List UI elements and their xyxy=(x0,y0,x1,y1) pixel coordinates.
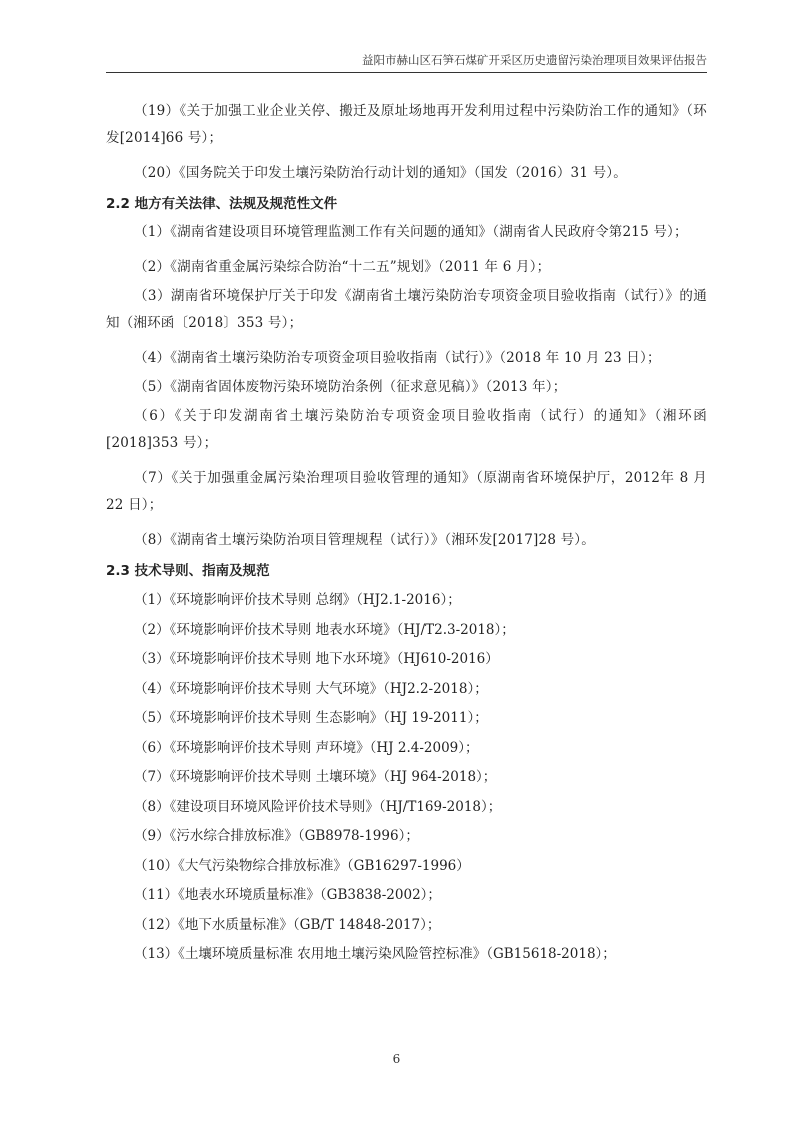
header-divider xyxy=(106,72,707,73)
reference-item: （10）《大气污染物综合排放标准》（GB16297-1996） xyxy=(134,857,470,874)
reference-item: （5）《环境影响评价技术导则 生态影响》（HJ 19-2011）； xyxy=(134,710,488,726)
reference-item: （2）《环境影响评价技术导则 地表水环境》（HJ/T2.3-2018）； xyxy=(134,621,515,638)
reference-item: （19）《关于加强工业企业关停、搬迁及原址场地再开发利用过程中污染防治工作的通知》（环发[2014]66 号）； xyxy=(106,103,707,146)
reference-item: （11）《地表水环境质量标准》（GB3838-2002）； xyxy=(134,887,441,903)
page-number: 6 xyxy=(392,1052,401,1066)
page-header: 益阳市赫山区石笋石煤矿开采区历史遗留污染治理项目效果评估报告 xyxy=(362,53,707,67)
reference-item: （8）《湖南省土壤污染防治项目管理规程（试行）》（湘环发[2017]28 号）。 xyxy=(134,532,595,548)
section-heading-technical-guidelines: 2.3 技术导则、指南及规范 xyxy=(106,563,270,579)
reference-item: （1）《环境影响评价技术导则 总纲》（HJ2.1-2016）； xyxy=(134,592,461,608)
reference-item: （5）《湖南省固体废物污染环境防治条例（征求意见稿）》（2013 年）； xyxy=(134,379,567,395)
reference-item: （4）《湖南省土壤污染防治专项资金项目验收指南（试行）》（2018 年 10 月 23 日）； xyxy=(134,350,661,366)
reference-item: （12）《地下水质量标准》（GB/T 14848-2017）； xyxy=(134,916,441,933)
document-body xyxy=(106,98,707,970)
reference-item: （9）《污水综合排放标准》（GB8978-1996）； xyxy=(134,828,419,844)
reference-item: （6）《关于印发湖南省土壤污染防治专项资金项目验收指南（试行）的通知》（湘环函[2018]353 号）； xyxy=(106,408,707,451)
reference-item: （7）《关于加强重金属污染治理项目验收管理的通知》（原湖南省环境保护厅，2012年 8 月 22 日）； xyxy=(106,470,707,513)
reference-item: （20）《国务院关于印发土壤污染防治行动计划的通知》（国发（2016）31 号）。 xyxy=(134,165,627,181)
reference-item: （13）《土壤环境质量标准 农用地土壤污染风险管控标准》（GB15618-2018）； xyxy=(134,946,616,962)
reference-item: （8）《建设项目环境风险评价技术导则》（HJ/T169-2018）； xyxy=(134,798,502,815)
reference-item: （1）《湖南省建设项目环境管理监测工作有关问题的通知》（湖南省人民政府令第215 号）； xyxy=(134,224,688,240)
section-heading-local-regulations: 2.2 地方有关法律、法规及规范性文件 xyxy=(106,196,338,212)
reference-item: （2）《湖南省重金属污染综合防治“十二五”规划》（2011 年 6 月）； xyxy=(134,259,551,275)
reference-item: （7）《环境影响评价技术导则 土壤环境》（HJ 964-2018）； xyxy=(134,769,497,785)
reference-item: （6）《环境影响评价技术导则 声环境》（HJ 2.4-2009）； xyxy=(134,739,479,756)
reference-item: （3）《环境影响评价技术导则 地下水环境》（HJ610-2016） xyxy=(134,651,499,667)
reference-item: （3）湖南省环境保护厅关于印发《湖南省土壤污染防治专项资金项目验收指南（试行）》的通知（湘环函〔2018〕353 号）； xyxy=(106,288,707,331)
reference-item: （4）《环境影响评价技术导则 大气环境》（HJ2.2-2018）； xyxy=(134,680,488,697)
